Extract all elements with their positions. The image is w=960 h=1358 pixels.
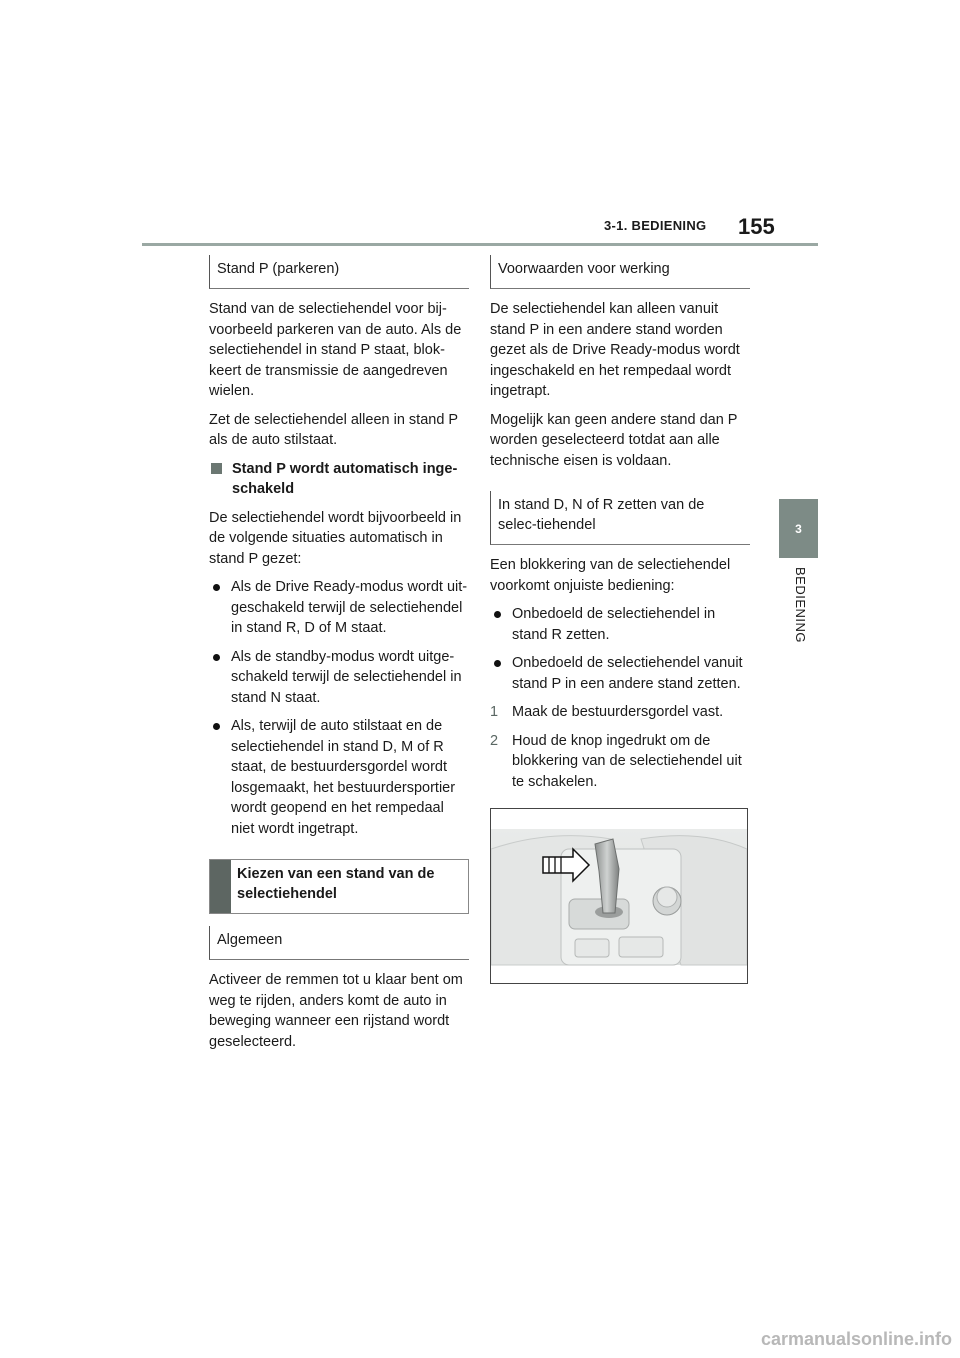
list-item [209,716,469,839]
paragraph: De selectiehendel wordt bijvoorbeeld in de volgende situaties automatisch in stand P gezet: [209,509,462,567]
section-title: 3-1. BEDIENING [604,218,707,233]
subheading-stand-dnr: In stand D, N of R zetten van de selec-tiehendel [490,491,750,545]
list-item [490,604,750,645]
paragraph: Zet de selectiehendel alleen in stand P als de auto stilstaat. [209,411,458,448]
subheading-algemeen: Algemeen [209,926,469,960]
bullet-icon [213,654,220,661]
square-bullet-icon [211,463,222,474]
header-rule [142,243,818,246]
bullet-icon [494,611,501,618]
list-item-text: Als de standby-modus wordt uitge-schakeld terwijl de selectiehendel in stand N staat. [231,648,462,706]
step-item [490,731,750,793]
list-item [490,653,750,694]
gear-selector-illustration [490,808,748,984]
subheading-stand-p: Stand P (parkeren) [209,255,469,289]
step-text: Houd de knop ingedrukt om de blokkering van de selectiehendel uit te schakelen. [512,732,742,790]
step-item [490,702,750,723]
list-item-text: Als, terwijl de auto stilstaat en de selectiehendel in stand D, M of R staat, de bestuurdersgordel wordt losgemaakt, het bestuurdersportier wordt geopend en het rempedaal niet wordt ingetrapt. [231,718,456,837]
section-box-bar [210,860,231,913]
heading-text: Stand P wordt automatisch inge-schakeld [232,460,458,497]
list-item-text: Als de Drive Ready-modus wordt uit-geschakeld terwijl de selectiehendel in stand R, D of M staat. [231,579,468,636]
step-text: Maak de bestuurdersgordel vast. [512,704,724,720]
list-item [209,577,469,639]
paragraph: Stand van de selectiehendel voor bij-voorbeeld parkeren van de auto. Als de selectiehendel in stand P staat, blok-keert de transmissie de aangedreven wielen. [209,301,462,399]
gear-lever-image [491,809,747,983]
paragraph: Mogelijk kan geen andere stand dan P worden geselecteerd totdat aan alle technische eisen is voldaan. [490,411,738,469]
left-column [209,255,469,1060]
section-box-title: Kiezen van een stand van de selectiehendel [237,866,435,902]
step-number: 1 [490,704,499,720]
section-box [209,859,469,914]
page-number: 155 [738,214,775,239]
watermark: carmanualsonline.info [760,1329,952,1349]
heading-auto-park [209,459,469,500]
step-number: 2 [490,732,499,749]
right-column [490,255,750,984]
chapter-tab: 3 [779,499,818,558]
bullet-icon [213,584,220,591]
bullet-icon [494,660,501,667]
list-item-text: Onbedoeld de selectiehendel vanuit stand P in een andere stand zetten. [512,655,743,692]
list-item [209,647,469,709]
paragraph: Activeer de remmen tot u klaar bent om weg te rijden, anders komt de auto in beweging wanneer een rijstand wordt geselecteerd. [209,972,463,1050]
bullet-icon [213,723,220,730]
paragraph: Een blokkering van de selectiehendel voorkomt onjuiste bediening: [490,557,731,594]
list-item-text: Onbedoeld de selectiehendel in stand R zetten. [512,606,716,643]
subheading-voorwaarden: Voorwaarden voor werking [490,255,750,289]
chapter-label: BEDIENING [793,567,808,644]
paragraph: De selectiehendel kan alleen vanuit stand P in een andere stand worden gezet als de Drive Ready-modus wordt ingeschakeld en het rempedaal wordt ingetrapt. [490,301,740,399]
